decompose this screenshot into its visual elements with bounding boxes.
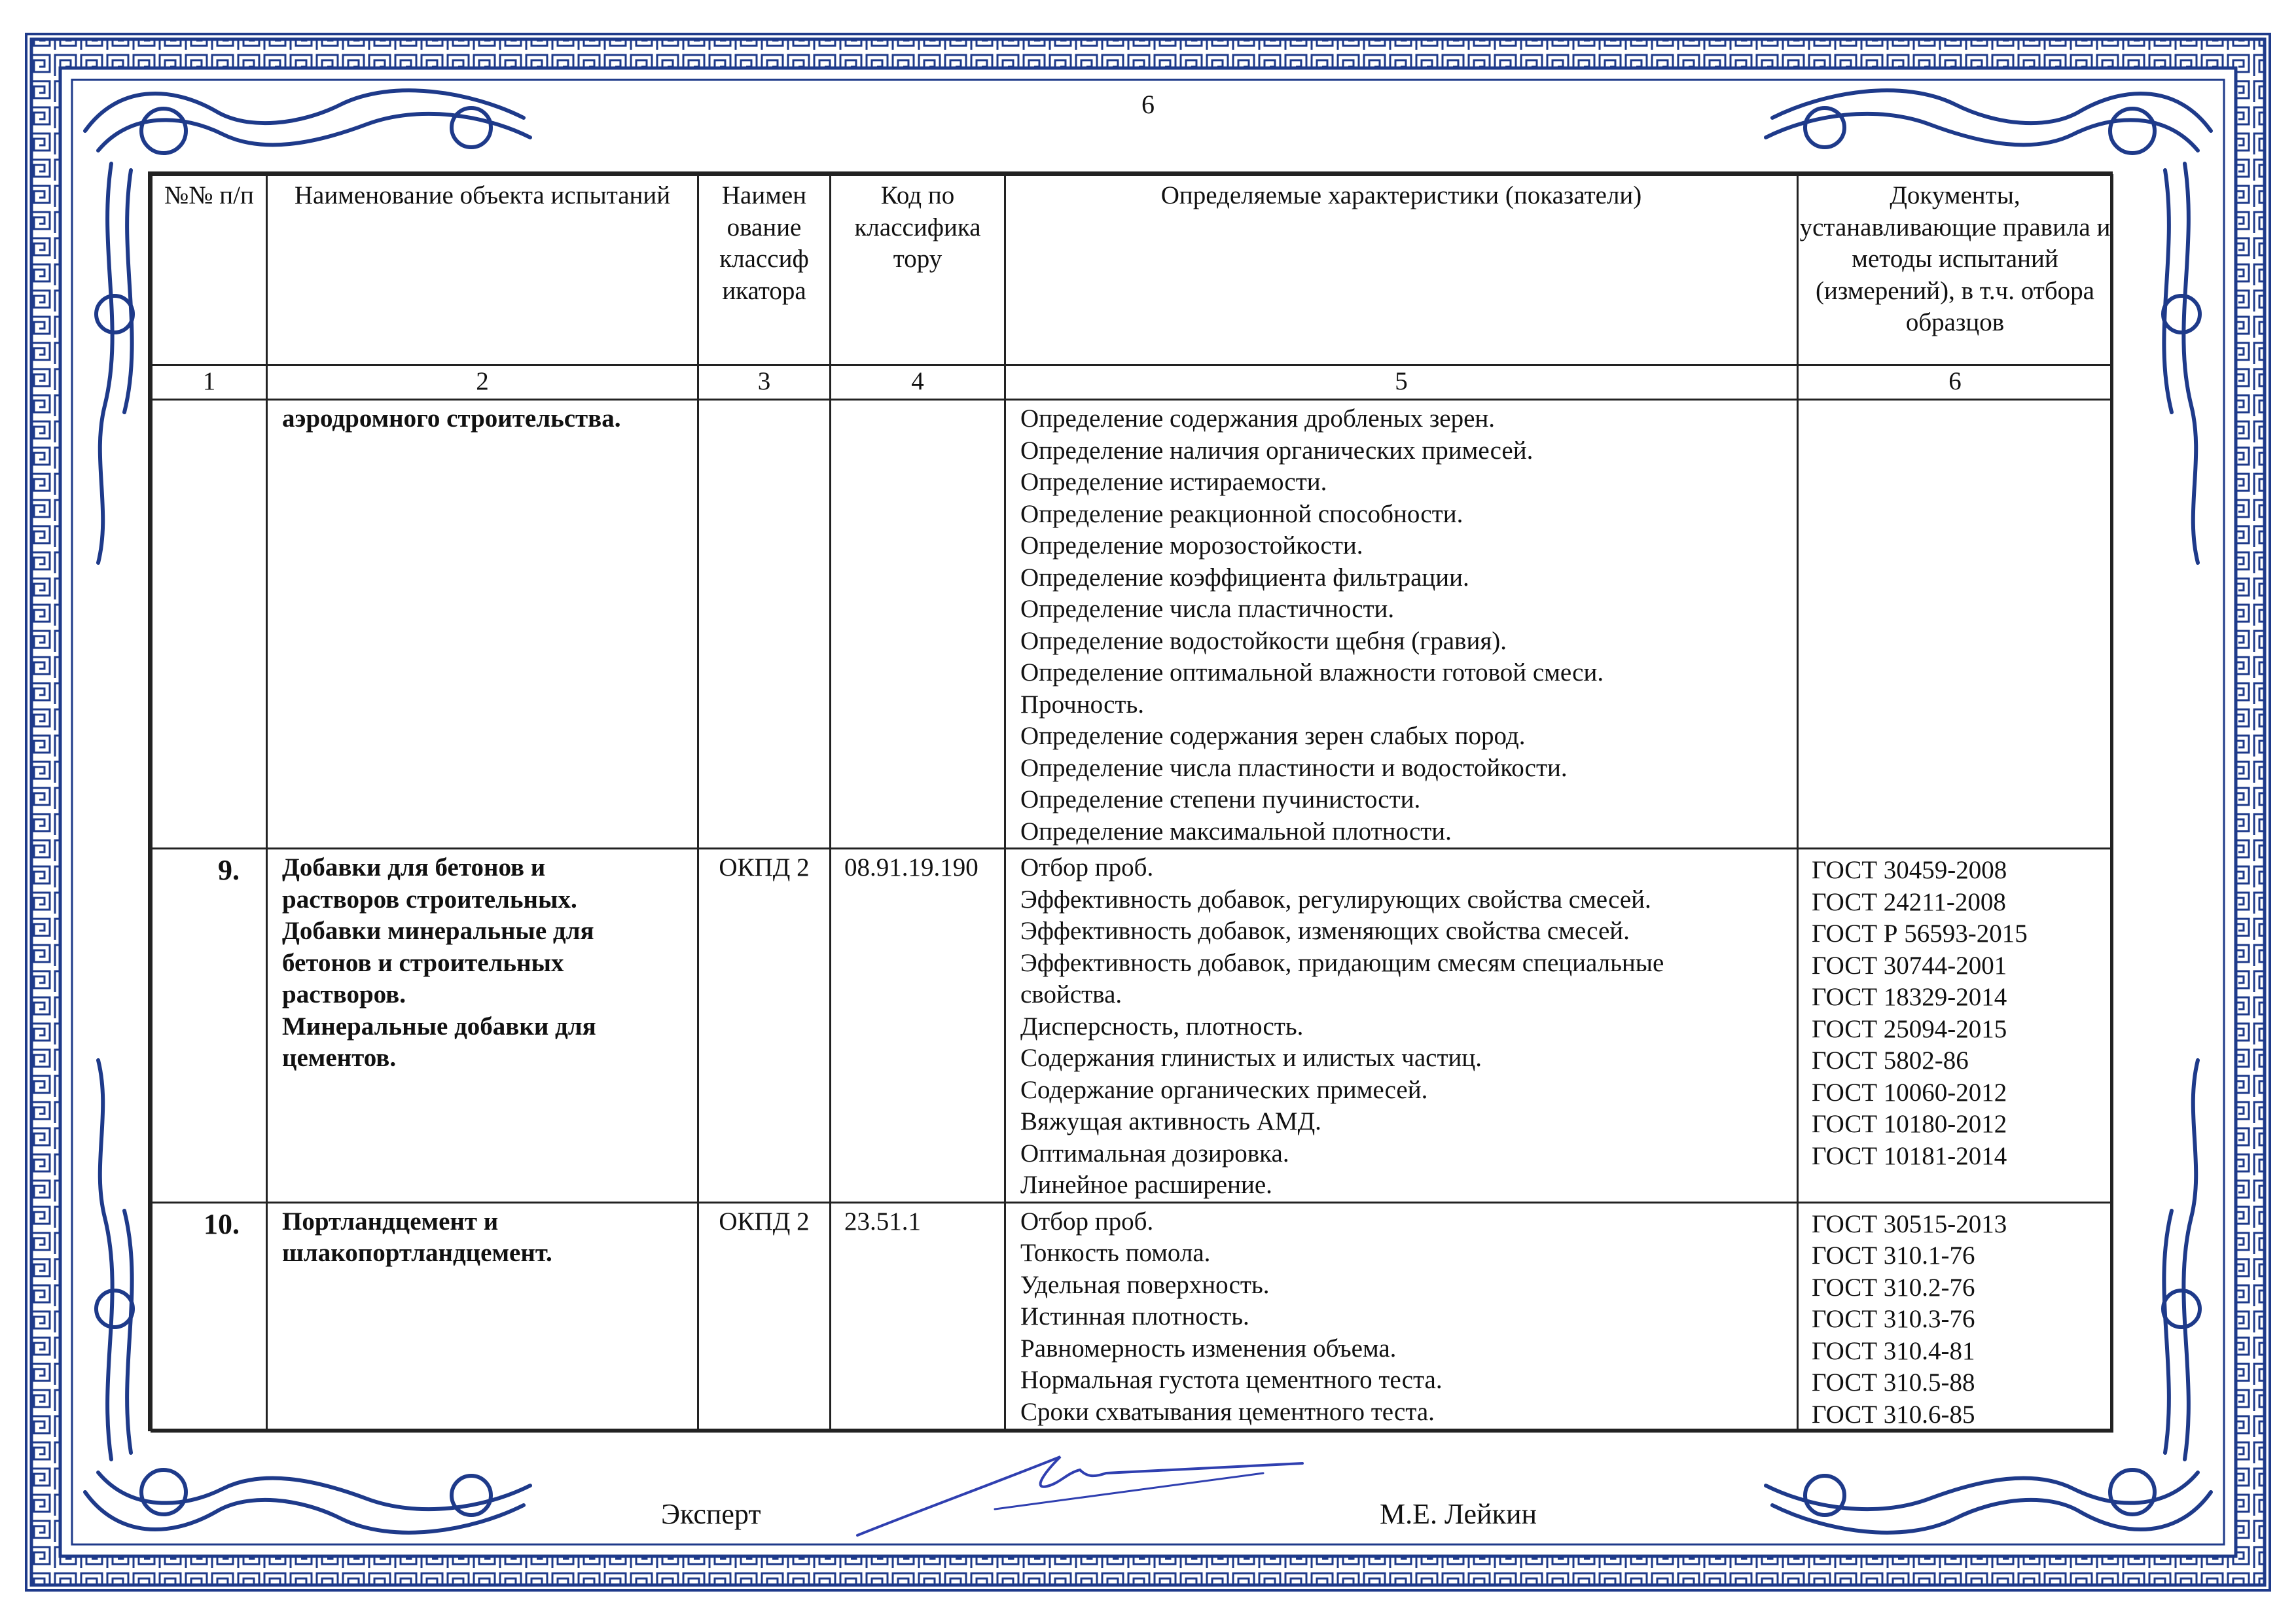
accreditation-scope-table bbox=[148, 171, 2113, 1431]
characteristics-line: Определение содержания зерен слабых пород. bbox=[1020, 722, 1526, 750]
standard-documents-line: ГОСТ 10060-2012 bbox=[1812, 1078, 2007, 1107]
test-object-line: растворов. bbox=[282, 980, 406, 1008]
classifier: ОКПД 2 bbox=[698, 1202, 831, 1432]
characteristics-line: Истинная плотность. bbox=[1020, 1302, 1249, 1330]
test-object-line: Минеральные добавки для bbox=[282, 1012, 596, 1041]
expert-name: М.Е. Лейкин bbox=[1380, 1498, 1537, 1530]
test-object bbox=[267, 400, 698, 849]
standard-documents-line: ГОСТ 30515-2013 bbox=[1812, 1209, 2007, 1238]
characteristics-line: Определение содержания дробленых зерен. bbox=[1020, 404, 1496, 433]
row-number: 9. bbox=[152, 849, 267, 1203]
header-number: №№ п/п bbox=[152, 175, 267, 365]
header-code: Код по классифика тору bbox=[831, 175, 1005, 365]
row-number: 10. bbox=[152, 1202, 267, 1432]
header-object: Наименование объекта испытаний bbox=[267, 175, 698, 365]
characteristics-line: Вяжущая активность АМД. bbox=[1020, 1107, 1321, 1135]
page-number: 6 bbox=[1141, 90, 1155, 119]
characteristics-line: Нормальная густота цементного теста. bbox=[1020, 1366, 1443, 1394]
characteristics-line: Определение коэффициента фильтрации. bbox=[1020, 563, 1469, 592]
test-object-line: Добавки для бетонов и bbox=[282, 853, 546, 882]
characteristics-line: Определение реакционной способности. bbox=[1020, 499, 1463, 528]
column-number: 2 bbox=[267, 365, 698, 400]
characteristics-line: Определение числа пластиности и водостойкости. bbox=[1020, 753, 1568, 782]
standard-documents-line: ГОСТ 30459-2008 bbox=[1812, 856, 2007, 884]
test-object-line: шлакопортландцемент. bbox=[282, 1239, 552, 1267]
column-number: 4 bbox=[831, 365, 1005, 400]
characteristics-line: Содержания глинистых и илистых частиц. bbox=[1020, 1044, 1482, 1072]
characteristics-line: Определение максимальной плотности. bbox=[1020, 817, 1452, 846]
test-object-line: бетонов и строительных bbox=[282, 948, 564, 977]
standard-documents-line: ГОСТ 310.6-85 bbox=[1812, 1400, 1975, 1429]
standard-documents-line: ГОСТ 10181-2014 bbox=[1812, 1141, 2007, 1170]
standard-documents bbox=[1798, 849, 2113, 1203]
characteristics-line: Сроки схватывания цементного теста. bbox=[1020, 1397, 1435, 1426]
classifier-code: 08.91.19.190 bbox=[831, 849, 1005, 1203]
characteristics-line: Определение числа пластичности. bbox=[1020, 595, 1395, 623]
standard-documents-line: ГОСТ 310.3-76 bbox=[1812, 1305, 1975, 1333]
standard-documents-line: ГОСТ 310.5-88 bbox=[1812, 1368, 1975, 1397]
column-number: 1 bbox=[152, 365, 267, 400]
characteristics-line: Определение истираемости. bbox=[1020, 468, 1327, 496]
characteristics-line: Отбор проб. bbox=[1020, 853, 1154, 882]
characteristics bbox=[1005, 400, 1798, 849]
standard-documents-line: ГОСТ 310.4-81 bbox=[1812, 1336, 1975, 1365]
characteristics-line: свойства. bbox=[1020, 980, 1122, 1008]
column-number: 5 bbox=[1005, 365, 1798, 400]
characteristics-line: Определение оптимальной влажности готовой смеси. bbox=[1020, 658, 1604, 687]
characteristics-line: Эффективность добавок, придающим смесям специальные bbox=[1020, 948, 1664, 977]
characteristics-line: Определение водостойкости щебня (гравия). bbox=[1020, 626, 1507, 655]
characteristics-line: Определение морозостойкости. bbox=[1020, 531, 1363, 560]
characteristics-line: Эффективность добавок, регулирующих свойства смесей. bbox=[1020, 885, 1651, 914]
header-classifier: Наимен ование классиф икатора bbox=[698, 175, 831, 365]
test-object bbox=[267, 849, 698, 1203]
test-object-line: цементов. bbox=[282, 1044, 397, 1072]
standard-documents-line: ГОСТ 24211-2008 bbox=[1812, 887, 2006, 916]
characteristics-line: Определение наличия органических примесей. bbox=[1020, 436, 1534, 465]
standard-documents-line: ГОСТ 310.1-76 bbox=[1812, 1241, 1975, 1270]
characteristics-line: Дисперсность, плотность. bbox=[1020, 1012, 1304, 1041]
test-object-line: Портландцемент и bbox=[282, 1207, 499, 1236]
table-row bbox=[152, 849, 2113, 1203]
standard-documents-line: ГОСТ 25094-2015 bbox=[1812, 1014, 2007, 1043]
classifier-code bbox=[831, 400, 1005, 849]
characteristics-line: Прочность. bbox=[1020, 690, 1145, 719]
expert-signature bbox=[844, 1437, 1316, 1548]
test-object-line: Добавки минеральные для bbox=[282, 917, 594, 945]
standard-documents-line: ГОСТ 18329-2014 bbox=[1812, 983, 2007, 1011]
classifier-code: 23.51.1 bbox=[831, 1202, 1005, 1432]
test-object-line: растворов строительных. bbox=[282, 885, 577, 914]
standard-documents bbox=[1798, 400, 2113, 849]
characteristics-line: Тонкость помола. bbox=[1020, 1239, 1211, 1267]
characteristics-line: Оптимальная дозировка. bbox=[1020, 1139, 1289, 1168]
classifier bbox=[698, 400, 831, 849]
classifier: ОКПД 2 bbox=[698, 849, 831, 1203]
characteristics-line: Равномерность изменения объема. bbox=[1020, 1334, 1397, 1363]
standard-documents-line: ГОСТ 10180-2012 bbox=[1812, 1110, 2007, 1138]
characteristics-line: Эффективность добавок, изменяющих свойства смесей. bbox=[1020, 917, 1630, 945]
table-row bbox=[152, 400, 2113, 849]
header-characteristics: Определяемые характеристики (показатели) bbox=[1005, 175, 1798, 365]
standard-documents bbox=[1798, 1202, 2113, 1432]
characteristics bbox=[1005, 849, 1798, 1203]
column-numbers-row bbox=[152, 365, 2113, 400]
table-header-row bbox=[152, 175, 2113, 365]
characteristics bbox=[1005, 1202, 1798, 1432]
standard-documents-line: ГОСТ 5802-86 bbox=[1812, 1046, 1969, 1075]
standard-documents-line: ГОСТ Р 56593-2015 bbox=[1812, 919, 2028, 948]
characteristics-line: Линейное расширение. bbox=[1020, 1171, 1272, 1199]
column-number: 3 bbox=[698, 365, 831, 400]
column-number: 6 bbox=[1798, 365, 2113, 400]
characteristics-line: Отбор проб. bbox=[1020, 1207, 1154, 1236]
standard-documents-line: ГОСТ 310.2-76 bbox=[1812, 1273, 1975, 1302]
characteristics-line: Удельная поверхность. bbox=[1020, 1270, 1270, 1299]
standard-documents-line: ГОСТ 30744-2001 bbox=[1812, 951, 2007, 980]
header-documents: Документы, устанавливающие правила и методы испытаний (измерений), в т.ч. отбора образцов bbox=[1798, 175, 2113, 365]
row-number bbox=[152, 400, 267, 849]
test-object-line: аэродромного строительства. bbox=[282, 404, 621, 433]
characteristics-line: Определение степени пучинистости. bbox=[1020, 785, 1421, 813]
expert-label: Эксперт bbox=[661, 1498, 761, 1530]
table-row bbox=[152, 1202, 2113, 1432]
characteristics-line: Содержание органических примесей. bbox=[1020, 1075, 1428, 1104]
test-object bbox=[267, 1202, 698, 1432]
